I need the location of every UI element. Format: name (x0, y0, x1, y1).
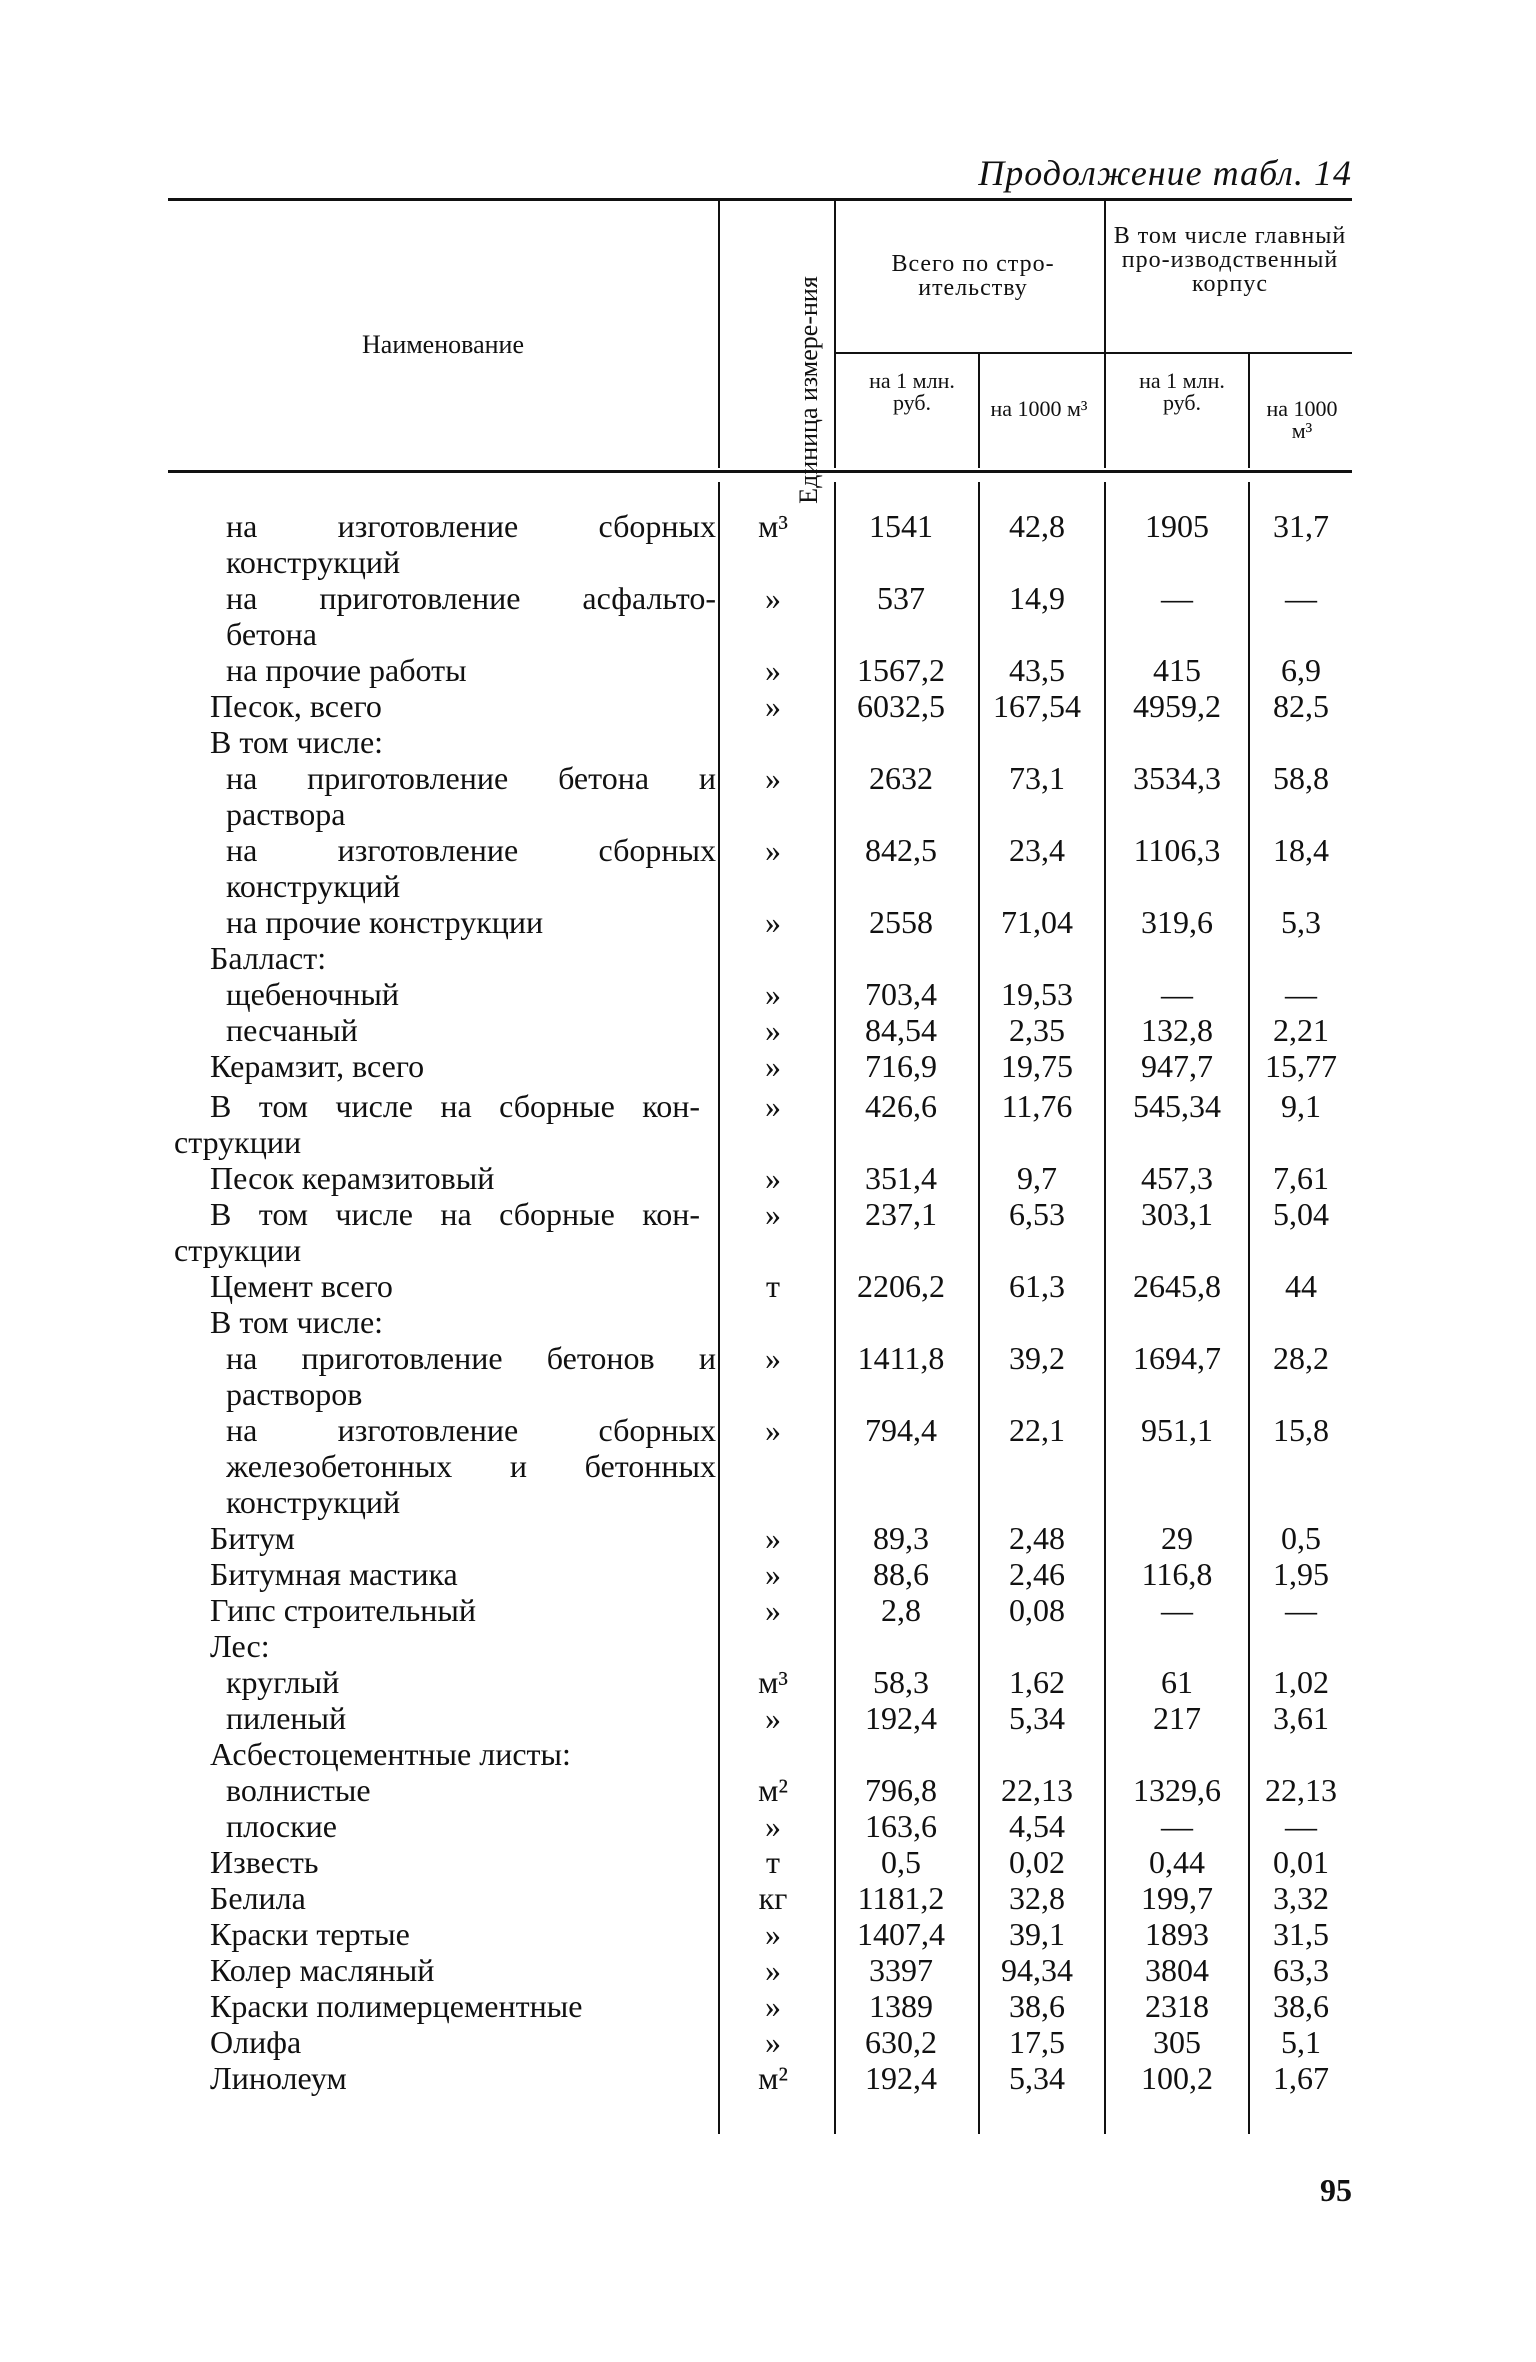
table-row (0, 724, 1536, 760)
row-unit: т (766, 1844, 780, 1880)
table-row (0, 1124, 1536, 1160)
row-main-per-1000m3: 9,1 (1281, 1088, 1321, 1124)
row-main-per-million: 100,2 (1141, 2060, 1213, 2096)
row-name: Краски полимерцементные (210, 1988, 583, 2024)
row-total-per-1000m3: 39,2 (1009, 1340, 1065, 1376)
table-row (0, 1376, 1536, 1412)
row-main-per-1000m3: 3,61 (1273, 1700, 1329, 1736)
row-main-per-million: 4959,2 (1133, 688, 1221, 724)
row-total-per-million: 192,4 (865, 2060, 937, 2096)
row-main-per-million: 545,34 (1133, 1088, 1221, 1124)
row-name: на изготовление сборных (226, 832, 716, 868)
table-row (0, 1700, 1536, 1736)
row-name: щебеночный (226, 976, 400, 1012)
row-total-per-1000m3: 1,62 (1009, 1664, 1065, 1700)
table-row (0, 1448, 1536, 1484)
row-name: круглый (226, 1664, 340, 1700)
row-name: Керамзит, всего (210, 1048, 425, 1084)
table-row (0, 904, 1536, 940)
table-row (0, 1664, 1536, 1700)
row-total-per-million: 88,6 (873, 1556, 929, 1592)
row-main-per-1000m3: 6,9 (1281, 652, 1321, 688)
row-name: на прочие конструкции (226, 904, 544, 940)
row-total-per-million: 426,6 (865, 1088, 937, 1124)
row-name: плоские (226, 1808, 337, 1844)
row-total-per-1000m3: 4,54 (1009, 1808, 1065, 1844)
row-total-per-1000m3: 61,3 (1009, 1268, 1065, 1304)
row-main-per-1000m3: 15,77 (1265, 1048, 1337, 1084)
row-name: Песок, всего (210, 688, 382, 724)
row-unit: » (765, 1520, 781, 1556)
row-unit: » (765, 1916, 781, 1952)
row-total-per-1000m3: 0,08 (1009, 1592, 1065, 1628)
row-total-per-1000m3: 2,35 (1009, 1012, 1065, 1048)
row-main-per-million: 457,3 (1141, 1160, 1213, 1196)
row-total-per-million: 716,9 (865, 1048, 937, 1084)
row-main-per-million: 29 (1161, 1520, 1193, 1556)
row-total-per-1000m3: 2,46 (1009, 1556, 1065, 1592)
row-total-per-1000m3: 42,8 (1009, 508, 1065, 544)
row-main-per-million: 1905 (1145, 508, 1209, 544)
row-name: на приготовление асфальто- (226, 580, 716, 616)
row-name: Асбестоцементные листы: (210, 1736, 571, 1772)
row-name: В том числе: (210, 1304, 384, 1340)
row-main-per-1000m3: — (1285, 580, 1317, 616)
row-main-per-million: 415 (1153, 652, 1201, 688)
header-sub-total-per-1000m3: на 1000 м³ (990, 396, 1088, 421)
row-main-per-1000m3: 5,04 (1273, 1196, 1329, 1232)
row-main-per-1000m3: 0,01 (1273, 1844, 1329, 1880)
row-main-per-1000m3: — (1285, 1592, 1317, 1628)
row-name: на прочие работы (226, 652, 467, 688)
table-row (0, 616, 1536, 652)
table-row (0, 1880, 1536, 1916)
row-main-per-1000m3: 0,5 (1281, 1520, 1321, 1556)
row-unit: » (765, 1952, 781, 1988)
table-row (0, 1232, 1536, 1268)
row-total-per-1000m3: 39,1 (1009, 1916, 1065, 1952)
row-total-per-1000m3: 94,34 (1001, 1952, 1073, 1988)
row-total-per-million: 84,54 (865, 1012, 937, 1048)
row-main-per-million: 947,7 (1141, 1048, 1213, 1084)
row-unit: » (765, 580, 781, 616)
row-main-per-1000m3: 82,5 (1273, 688, 1329, 724)
header-divider-name-unit (718, 198, 720, 468)
row-total-per-million: 1567,2 (857, 652, 945, 688)
row-main-per-million: 1893 (1145, 1916, 1209, 1952)
row-name: железобетонных и бетонных (226, 1448, 716, 1484)
row-name: Краски тертые (210, 1916, 410, 1952)
row-main-per-million: 2318 (1145, 1988, 1209, 2024)
table-row (0, 2060, 1536, 2096)
row-total-per-million: 6032,5 (857, 688, 945, 724)
row-main-per-million: 2645,8 (1133, 1268, 1221, 1304)
row-main-per-1000m3: 63,3 (1273, 1952, 1329, 1988)
table-row (0, 1988, 1536, 2024)
row-name: на приготовление бетона и (226, 760, 716, 796)
row-unit: » (765, 652, 781, 688)
row-unit: » (765, 688, 781, 724)
header-subrule (834, 352, 1352, 354)
row-unit: » (765, 1592, 781, 1628)
table-row (0, 1088, 1536, 1124)
row-total-per-1000m3: 0,02 (1009, 1844, 1065, 1880)
row-unit: » (765, 904, 781, 940)
row-main-per-million: 199,7 (1141, 1880, 1213, 1916)
table-row (0, 832, 1536, 868)
row-unit: » (765, 1412, 781, 1448)
table-row (0, 1012, 1536, 1048)
row-total-per-million: 630,2 (865, 2024, 937, 2060)
row-total-per-million: 1181,2 (857, 1880, 945, 1916)
header-divider-total-main (1104, 198, 1106, 468)
row-main-per-1000m3: 1,95 (1273, 1556, 1329, 1592)
row-main-per-million: 319,6 (1141, 904, 1213, 940)
row-name: волнистые (226, 1772, 371, 1808)
table-row (0, 1268, 1536, 1304)
row-name: конструкций (226, 1484, 401, 1520)
row-name: конструкций (226, 544, 401, 580)
row-main-per-million: 1694,7 (1133, 1340, 1221, 1376)
row-main-per-million: 3534,3 (1133, 760, 1221, 796)
table-row (0, 1196, 1536, 1232)
row-main-per-million: 951,1 (1141, 1412, 1213, 1448)
row-total-per-1000m3: 5,34 (1009, 1700, 1065, 1736)
row-total-per-million: 192,4 (865, 1700, 937, 1736)
row-name: песчаный (226, 1012, 358, 1048)
row-total-per-1000m3: 38,6 (1009, 1988, 1065, 2024)
row-unit: » (765, 976, 781, 1012)
header-divider-sub3-sub4 (1248, 352, 1250, 468)
row-total-per-1000m3: 2,48 (1009, 1520, 1065, 1556)
row-unit: » (765, 1048, 781, 1084)
row-total-per-million: 537 (877, 580, 925, 616)
row-main-per-million: 61 (1161, 1664, 1193, 1700)
row-main-per-million: 1106,3 (1133, 832, 1221, 868)
row-name: на приготовление бетонов и (226, 1340, 716, 1376)
row-unit: » (765, 1196, 781, 1232)
row-unit: кг (758, 1880, 788, 1916)
table-row (0, 940, 1536, 976)
row-main-per-million: — (1161, 580, 1193, 616)
row-main-per-million: 217 (1153, 1700, 1201, 1736)
row-main-per-million: 303,1 (1141, 1196, 1213, 1232)
row-main-per-million: 132,8 (1141, 1012, 1213, 1048)
row-unit: » (765, 1808, 781, 1844)
row-total-per-million: 2206,2 (857, 1268, 945, 1304)
row-total-per-1000m3: 23,4 (1009, 832, 1065, 868)
table-row (0, 1952, 1536, 1988)
table-row (0, 508, 1536, 544)
row-unit: » (765, 832, 781, 868)
row-total-per-1000m3: 6,53 (1009, 1196, 1065, 1232)
row-total-per-million: 842,5 (865, 832, 937, 868)
row-unit: » (765, 760, 781, 796)
row-name: Битумная мастика (210, 1556, 458, 1592)
table-row (0, 1808, 1536, 1844)
row-name: на изготовление сборных (226, 508, 716, 544)
row-name: Колер масляный (210, 1952, 435, 1988)
header-unit: Единица измере-ния (794, 276, 823, 504)
table-row (0, 1772, 1536, 1808)
row-unit: » (765, 1160, 781, 1196)
row-name: на изготовление сборных (226, 1412, 716, 1448)
table-caption: Продолжение табл. 14 (978, 153, 1352, 193)
header-bottom-rule (168, 470, 1352, 473)
row-total-per-1000m3: 14,9 (1009, 580, 1065, 616)
row-main-per-1000m3: — (1285, 976, 1317, 1012)
row-total-per-million: 237,1 (865, 1196, 937, 1232)
row-main-per-million: — (1161, 1808, 1193, 1844)
row-name: Лес: (210, 1628, 270, 1664)
row-total-per-million: 794,4 (865, 1412, 937, 1448)
row-total-per-million: 1411,8 (857, 1340, 945, 1376)
row-total-per-million: 3397 (869, 1952, 933, 1988)
row-unit: » (765, 1012, 781, 1048)
table-row (0, 868, 1536, 904)
row-name: В том числе: (210, 724, 384, 760)
table-row (0, 1048, 1536, 1084)
row-total-per-1000m3: 19,75 (1001, 1048, 1073, 1084)
row-total-per-million: 2,8 (881, 1592, 921, 1628)
row-main-per-1000m3: 31,5 (1273, 1916, 1329, 1952)
table-row (0, 688, 1536, 724)
row-total-per-million: 703,4 (865, 976, 937, 1012)
row-total-per-1000m3: 73,1 (1009, 760, 1065, 796)
row-name: Олифа (210, 2024, 302, 2060)
row-main-per-1000m3: 18,4 (1273, 832, 1329, 868)
row-name: растворов (226, 1376, 363, 1412)
table-row (0, 1592, 1536, 1628)
table-row (0, 1160, 1536, 1196)
row-name: В том числе на сборные кон- (210, 1088, 700, 1124)
row-main-per-1000m3: 5,3 (1281, 904, 1321, 940)
row-unit: » (765, 2024, 781, 2060)
table-row (0, 760, 1536, 796)
row-main-per-million: 1329,6 (1133, 1772, 1221, 1808)
table-row (0, 1340, 1536, 1376)
row-name: Линолеум (210, 2060, 347, 2096)
table-row (0, 652, 1536, 688)
row-total-per-1000m3: 71,04 (1001, 904, 1073, 940)
row-total-per-1000m3: 9,7 (1017, 1160, 1057, 1196)
header-group-total: Всего по стро-ительству (891, 251, 1055, 301)
row-total-per-1000m3: 22,1 (1009, 1412, 1065, 1448)
row-main-per-1000m3: 7,61 (1273, 1160, 1329, 1196)
row-unit: » (765, 1988, 781, 2024)
row-name: конструкций (226, 868, 401, 904)
header-divider-sub1-sub2 (978, 352, 980, 468)
table-row (0, 976, 1536, 1012)
header-name: Наименование (362, 330, 524, 359)
row-total-per-million: 0,5 (881, 1844, 921, 1880)
row-main-per-million: — (1161, 1592, 1193, 1628)
row-total-per-1000m3: 32,8 (1009, 1880, 1065, 1916)
row-total-per-million: 796,8 (865, 1772, 937, 1808)
table-row (0, 1736, 1536, 1772)
table-row (0, 796, 1536, 832)
table-row (0, 1304, 1536, 1340)
row-main-per-million: 305 (1153, 2024, 1201, 2060)
row-main-per-1000m3: 5,1 (1281, 2024, 1321, 2060)
table-row (0, 1916, 1536, 1952)
row-total-per-million: 1541 (869, 508, 933, 544)
row-unit: м³ (758, 508, 788, 544)
row-name: струкции (174, 1124, 302, 1160)
row-name: пиленый (226, 1700, 347, 1736)
row-main-per-million: — (1161, 976, 1193, 1012)
table-row (0, 1412, 1536, 1448)
row-total-per-million: 1407,4 (857, 1916, 945, 1952)
row-total-per-1000m3: 43,5 (1009, 652, 1065, 688)
header-group-main: В том числе главный про-изводственный корпус (1113, 223, 1347, 297)
row-unit: м³ (758, 1664, 788, 1700)
table-row (0, 1484, 1536, 1520)
row-name: Гипс строительный (210, 1592, 476, 1628)
row-main-per-1000m3: 3,32 (1273, 1880, 1329, 1916)
header-sub-main-per-million: на 1 млн. руб. (1139, 368, 1225, 415)
row-main-per-1000m3: 15,8 (1273, 1412, 1329, 1448)
row-unit: » (765, 1556, 781, 1592)
row-name: струкции (174, 1232, 302, 1268)
row-name: Балласт: (210, 940, 327, 976)
table-row (0, 580, 1536, 616)
header-sub-main-per-1000m3: на 1000 м³ (1266, 396, 1338, 443)
row-main-per-1000m3: 44 (1285, 1268, 1317, 1304)
row-name: бетона (226, 616, 317, 652)
row-main-per-million: 3804 (1145, 1952, 1209, 1988)
row-main-per-1000m3: 38,6 (1273, 1988, 1329, 2024)
row-main-per-million: 0,44 (1149, 1844, 1205, 1880)
row-main-per-1000m3: 1,67 (1273, 2060, 1329, 2096)
table-row (0, 1520, 1536, 1556)
row-total-per-1000m3: 17,5 (1009, 2024, 1065, 2060)
row-total-per-1000m3: 167,54 (993, 688, 1081, 724)
row-name: Песок керамзитовый (210, 1160, 495, 1196)
table-row (0, 1628, 1536, 1664)
row-total-per-1000m3: 19,53 (1001, 976, 1073, 1012)
row-total-per-million: 351,4 (865, 1160, 937, 1196)
row-name: Битум (210, 1520, 295, 1556)
row-total-per-1000m3: 22,13 (1001, 1772, 1073, 1808)
page-number: 95 (1320, 2172, 1352, 2208)
row-total-per-million: 163,6 (865, 1808, 937, 1844)
header-sub-total-per-million: на 1 млн. руб. (869, 368, 955, 415)
row-main-per-1000m3: 31,7 (1273, 508, 1329, 544)
table-row (0, 1556, 1536, 1592)
table-row (0, 1844, 1536, 1880)
row-total-per-million: 2558 (869, 904, 933, 940)
row-unit: » (765, 1340, 781, 1376)
row-total-per-1000m3: 11,76 (1001, 1088, 1073, 1124)
row-total-per-1000m3: 5,34 (1009, 2060, 1065, 2096)
row-total-per-million: 1389 (869, 1988, 933, 2024)
row-main-per-1000m3: 1,02 (1273, 1664, 1329, 1700)
row-main-per-1000m3: 2,21 (1273, 1012, 1329, 1048)
row-unit: » (765, 1088, 781, 1124)
row-total-per-million: 89,3 (873, 1520, 929, 1556)
row-main-per-1000m3: — (1285, 1808, 1317, 1844)
row-unit: м² (758, 1772, 788, 1808)
row-main-per-million: 116,8 (1141, 1556, 1213, 1592)
row-main-per-1000m3: 28,2 (1273, 1340, 1329, 1376)
row-total-per-million: 58,3 (873, 1664, 929, 1700)
row-main-per-1000m3: 58,8 (1273, 760, 1329, 796)
row-name: В том числе на сборные кон- (210, 1196, 700, 1232)
table-row (0, 544, 1536, 580)
row-unit: т (766, 1268, 780, 1304)
row-total-per-million: 2632 (869, 760, 933, 796)
row-unit: м² (758, 2060, 788, 2096)
table-row (0, 2024, 1536, 2060)
top-rule (168, 198, 1352, 201)
row-name: Цемент всего (210, 1268, 393, 1304)
row-name: Белила (210, 1880, 306, 1916)
row-name: раствора (226, 796, 346, 832)
row-name: Известь (210, 1844, 319, 1880)
row-main-per-1000m3: 22,13 (1265, 1772, 1337, 1808)
row-unit: » (765, 1700, 781, 1736)
